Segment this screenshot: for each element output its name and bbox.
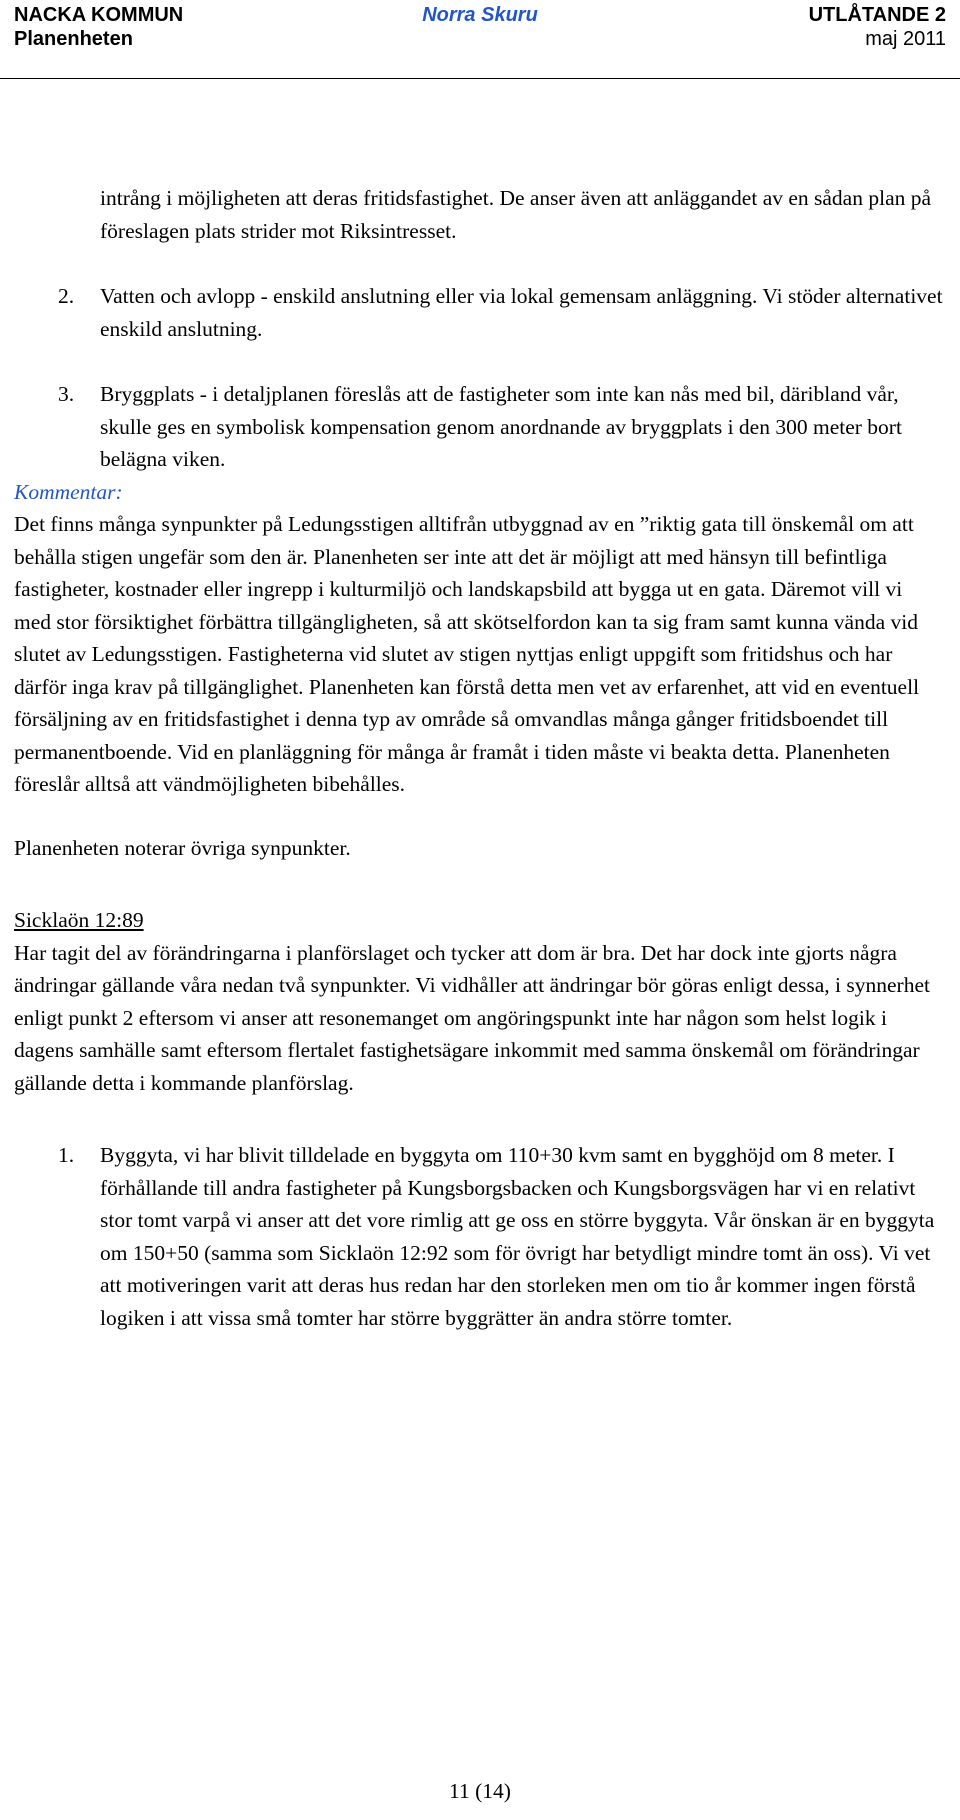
section-paragraph: Har tagit del av förändringarna i planförslaget och tycker att dom är bra. Det har dock inte gjorts några ändringar gällande våra nedan två synpunkter. Vi vidhåller att ändringar bör göras enligt dessa, i synnerhet enligt punkt 2 eftersom vi anser att resonemanget om angöringspunkt inte har någon som helst logik i dagens samhälle samt eftersom flertalet fastighetsägare inkommit med samma önskemål om förändringar gällande detta i kommande planförslag. <box>14 940 930 1095</box>
department-name: Planenheten <box>14 28 133 50</box>
list-item <box>14 1139 944 1334</box>
page-number: 11 (14) <box>449 1779 511 1803</box>
list-item-text: Bryggplats - i detaljplanen föreslås att de fastigheter som inte kan nås med bil, däribland vår, skulle ges en symbolisk kompensation genom anordnande av bryggplats i den 300 meter bort belägna viken. <box>100 382 902 471</box>
note-paragraph: Planenheten noterar övriga synpunkter. <box>14 835 351 860</box>
project-name: Norra Skuru <box>422 4 538 26</box>
org-name: NACKA KOMMUN <box>14 4 184 26</box>
document-body <box>14 182 944 1334</box>
list-item-text: Vatten och avlopp - enskild anslutning eller via lokal gemensam anläggning. Vi stöder alternativet enskild anslutning. <box>100 284 943 341</box>
list-item-number: 2. <box>58 284 75 308</box>
document-date: maj 2011 <box>865 28 946 50</box>
list-item <box>14 378 944 476</box>
section-heading: Sicklaön 12:89 <box>14 908 144 932</box>
continued-paragraph: intrång i möjligheten att deras fritidsfastighet. De anser även att anläggandet av en sådan plan på föreslagen plats strider mot Riksintresset. <box>100 186 932 243</box>
list-item-number: 1. <box>58 1143 75 1167</box>
comment-paragraph: Det finns många synpunkter på Ledungsstigen alltifrån utbyggnad av en ”riktig gata till önskemål om att behålla stigen ungefär som den är. Planenheten ser inte att det är möjligt att med hänsyn till befintliga fastigheter, kostnader eller ingrepp i kulturmiljö och landskapsbild att bygga ut en gata. Däremot vill vi med stor försiktighet förbättra tillgängligheten, så att skötselfordon kan ta sig fram samt kunna vända vid slutet av Ledungsstigen. Fastigheterna vid slutet av stigen nyttjas enligt uppgift som fritidshus och har därför inga krav på tillgänglighet. Planenheten kan förstå detta men vet av erfarenhet, att vid en eventuell försäljning av en fritidsfastighet i denna typ av område så omvandlas många gånger fritidsboendet till permanentboende. Vid en planläggning för många år framåt i tiden måste vi beakta detta. Planenheten föreslår alltså att vändmöjligheten bibehålles. <box>14 512 920 796</box>
list-item-number: 3. <box>58 382 75 406</box>
list-item-text: Byggyta, vi har blivit tilldelade en byggyta om 110+30 kvm samt en bygghöjd om 8 meter. I förhållande till andra fastigheter på Kungsborgsbacken och Kungsborgsvägen har vi en relativt stor tomt varpå vi anser att det vore rimlig att ge oss en större byggyta. Vår önskan är en byggyta om 150+50 (samma som Sicklaön 12:92 som för övrigt har betydligt mindre tomt än oss). Vi vet att motiveringen varit att deras hus redan har den storleken men om tio år kommer ingen förstå logiken i att vissa små tomter har större byggrätter än andra större tomter. <box>100 1143 935 1330</box>
comment-label: Kommentar: <box>14 479 123 504</box>
document-title: UTLÅTANDE 2 <box>808 4 946 26</box>
list-item <box>14 280 944 345</box>
page-header <box>0 0 960 79</box>
